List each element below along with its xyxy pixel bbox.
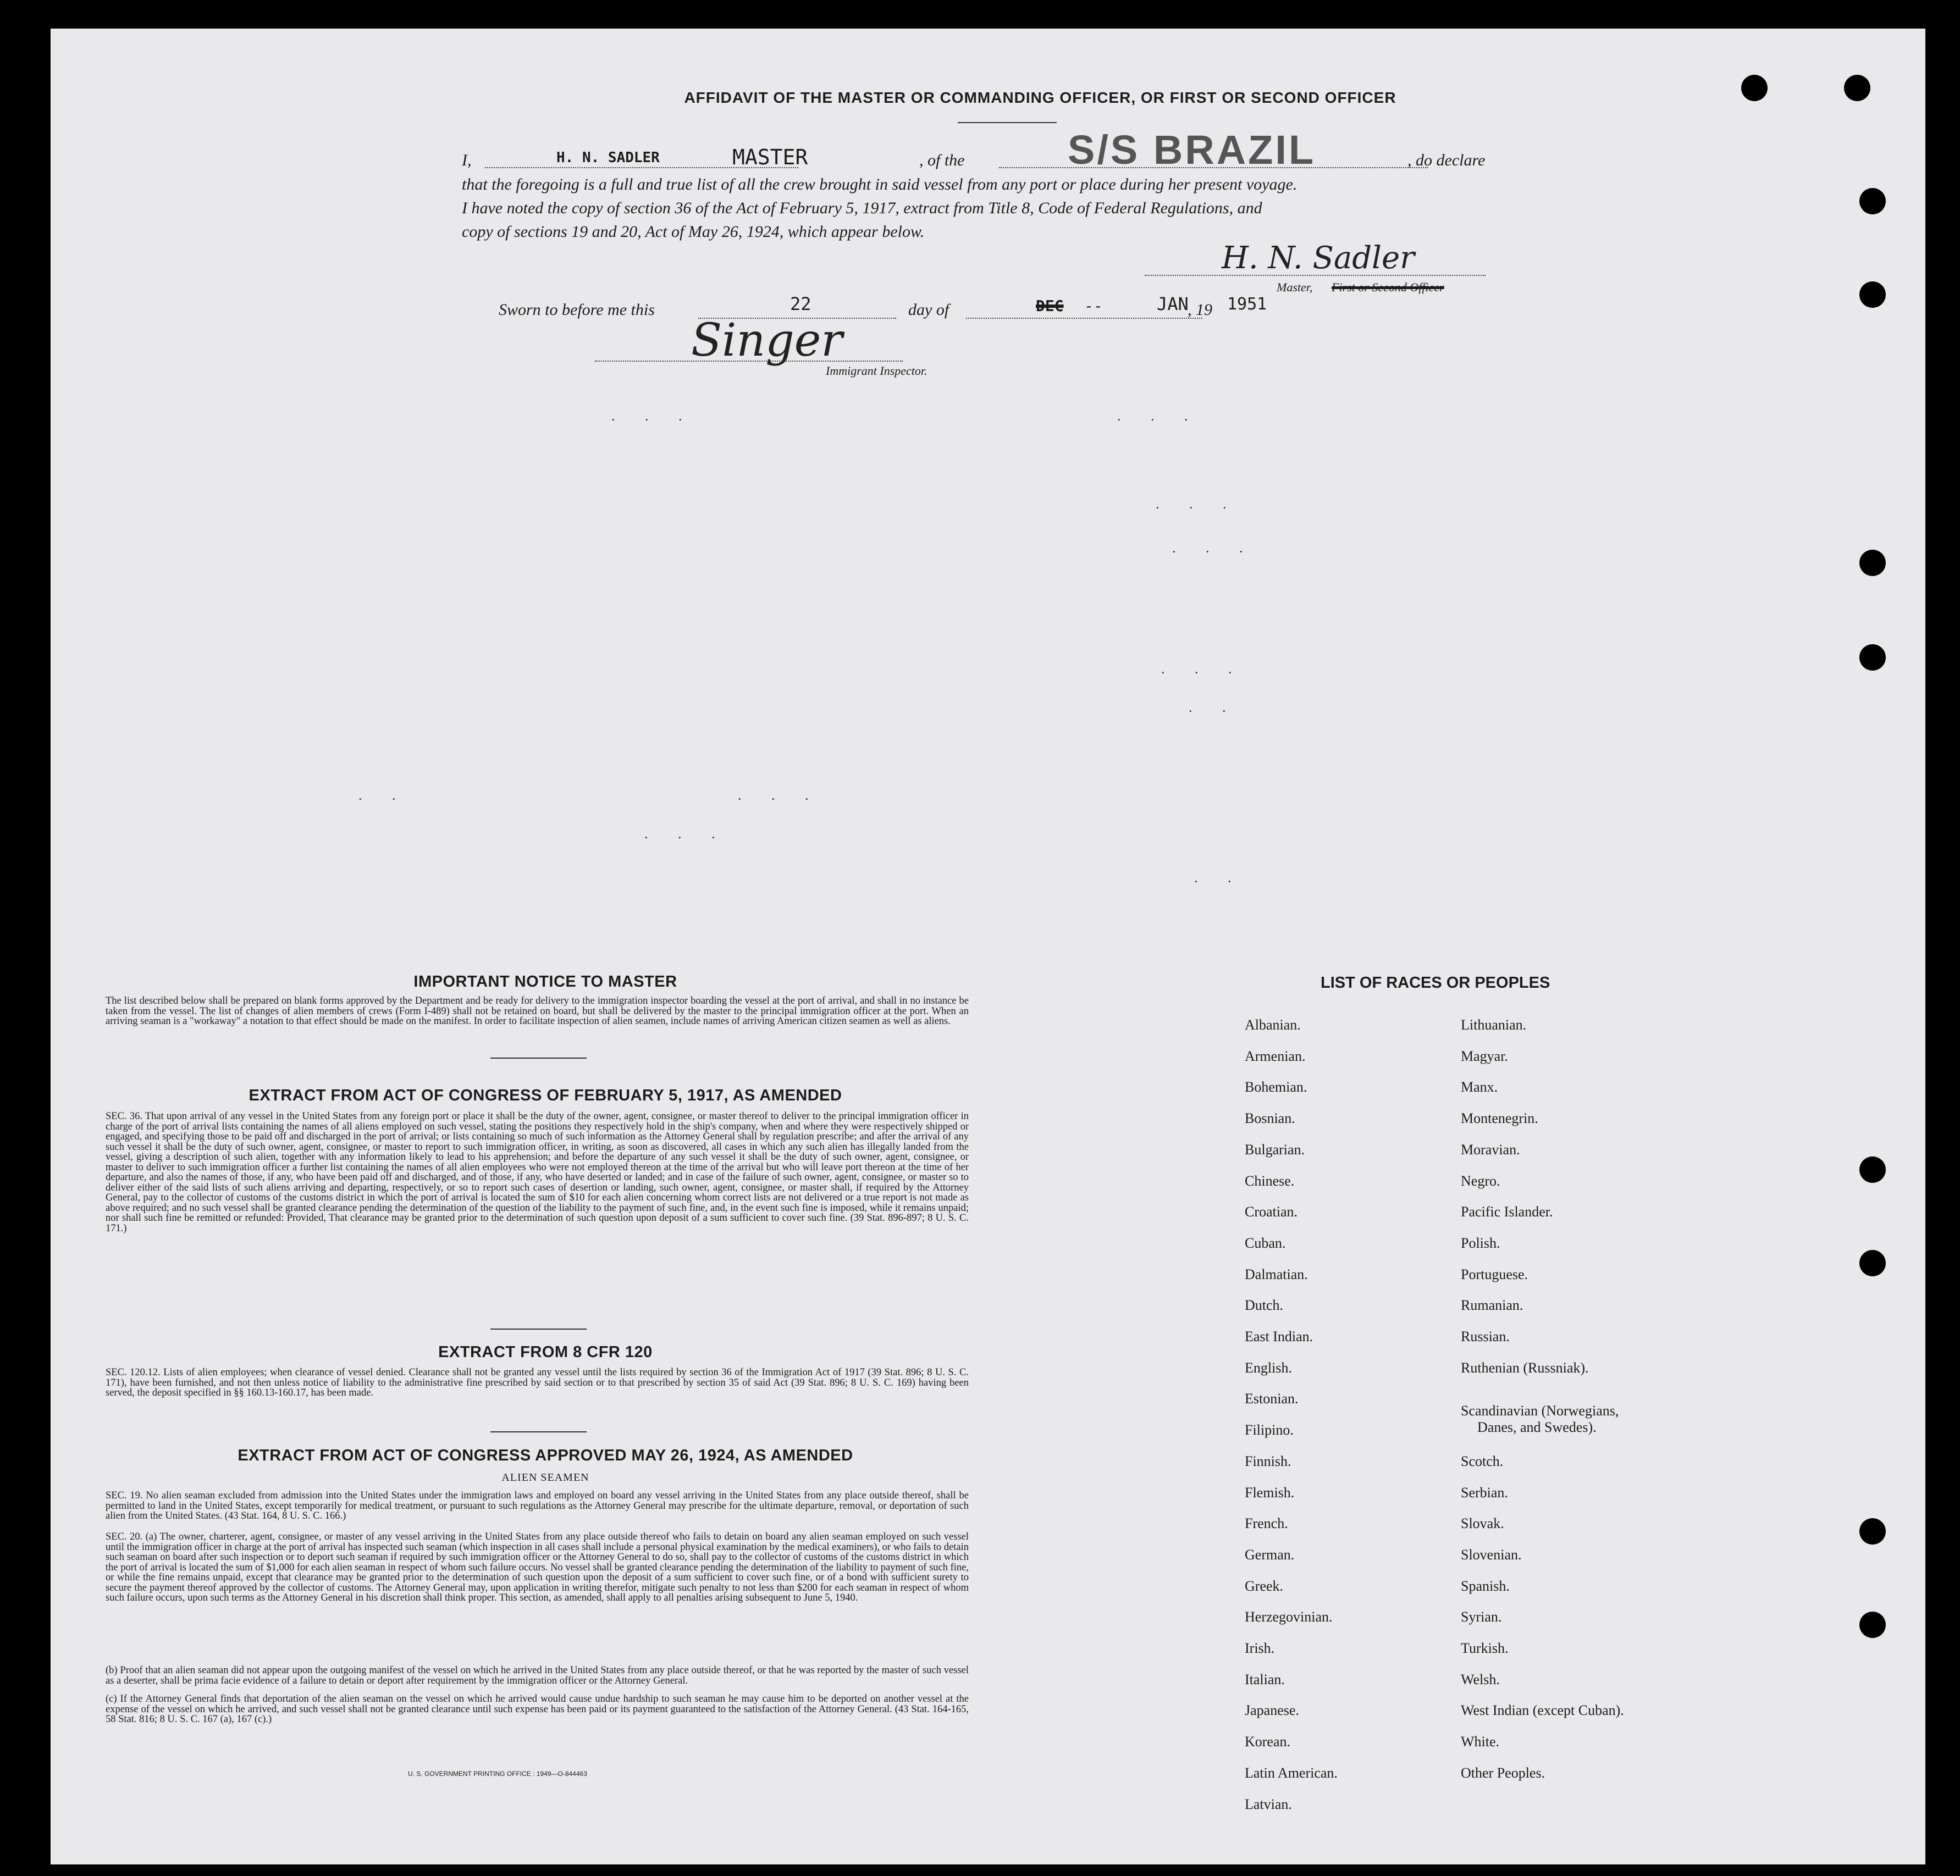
- race-item: Slovak.: [1461, 1515, 1504, 1532]
- faint-marks: . .: [1194, 870, 1245, 886]
- race-item: Dalmatian.: [1245, 1266, 1308, 1282]
- race-item: Herzegovinian.: [1245, 1609, 1333, 1625]
- alien-seamen-subtitle: ALIEN SEAMEN: [501, 1471, 589, 1484]
- vessel-name: S/S BRAZIL: [1068, 127, 1316, 173]
- race-item: Pacific Islander.: [1461, 1204, 1553, 1220]
- race-item: Slovenian.: [1461, 1546, 1522, 1563]
- race-item: East Indian.: [1245, 1329, 1313, 1344]
- punch-hole: [1859, 1250, 1886, 1276]
- race-item: Flemish.: [1245, 1484, 1295, 1501]
- race-item: Other Peoples.: [1461, 1764, 1545, 1781]
- race-item: Irish.: [1245, 1640, 1275, 1656]
- race-item: Scandinavian (Norwegians,: [1461, 1403, 1619, 1419]
- notice-title: IMPORTANT NOTICE TO MASTER: [413, 973, 677, 990]
- punch-hole: [1859, 281, 1886, 308]
- inspector-label: Immigrant Inspector.: [826, 364, 927, 378]
- sworn-month: JAN: [1157, 294, 1189, 314]
- race-item: Latin American.: [1245, 1764, 1338, 1781]
- race-item: Greek.: [1245, 1578, 1284, 1594]
- faint-marks: . . .: [1161, 661, 1245, 677]
- race-item: White.: [1461, 1734, 1500, 1750]
- faint-marks: . .: [358, 787, 409, 803]
- race-item: Spanish.: [1461, 1578, 1510, 1594]
- declaration-line-3: copy of sections 19 and 20, Act of May 26, 1924, which appear below.: [462, 223, 925, 241]
- month-struck: DEC: [1036, 297, 1064, 315]
- master-rank: MASTER: [732, 145, 808, 169]
- race-item: Polish.: [1461, 1235, 1500, 1251]
- race-item: Estonian.: [1245, 1391, 1299, 1407]
- race-item: Portuguese.: [1461, 1266, 1528, 1282]
- races-title: LIST OF RACES OR PEOPLES: [1321, 974, 1550, 992]
- inspector-signature: Singer: [691, 314, 843, 367]
- notice-text: The list described below shall be prepared on blank forms approved by the Department and be ready for delivery to the immigration inspector boarding the vessel at the port of arrival, and shall in no instance be taken from the vessel. The list of changes of alien members of crews (Form I-489) shall not be retained on board, but shall be delivered by the master to the principal immigration officer at the port. When an arriving seaman is a "workaway" a notation to that effect should be made on the manifest. In order to facilitate inspection of alien seamen, include names of arriving American citizen seamen as well as aliens.: [106, 995, 969, 1027]
- master-label: Master,: [1277, 280, 1313, 294]
- faint-marks: . . .: [611, 408, 695, 424]
- printer-imprint: U. S. GOVERNMENT PRINTING OFFICE : 1949—O-844463: [408, 1770, 587, 1778]
- race-item: Armenian.: [1245, 1048, 1306, 1064]
- extract-cfr-title: EXTRACT FROM 8 CFR 120: [438, 1343, 653, 1361]
- faint-marks: . . .: [1117, 408, 1201, 424]
- sworn-year: 1951: [1227, 295, 1267, 314]
- race-item: Moravian.: [1461, 1141, 1520, 1158]
- race-item: West Indian (except Cuban).: [1461, 1702, 1624, 1719]
- inspector-line: [595, 361, 903, 362]
- affidavit-title: AFFIDAVIT OF THE MASTER OR COMMANDING OFFICER, OR FIRST OR SECOND OFFICER: [684, 89, 1396, 106]
- faint-marks: . . .: [738, 787, 822, 803]
- race-item: Scotch.: [1461, 1453, 1504, 1469]
- master-signature: H. N. Sadler: [1222, 240, 1415, 276]
- race-item: Turkish.: [1461, 1640, 1509, 1656]
- punch-hole: [1859, 1518, 1886, 1545]
- race-item: Syrian.: [1461, 1609, 1502, 1625]
- document-sheet: [51, 29, 1925, 1864]
- race-item: Welsh.: [1461, 1671, 1500, 1687]
- race-item: Rumanian.: [1461, 1297, 1523, 1314]
- race-item: Manx.: [1461, 1079, 1498, 1095]
- race-item: Negro.: [1461, 1172, 1500, 1189]
- of-the-label: , of the: [919, 151, 965, 169]
- race-item: Lithuanian.: [1461, 1017, 1527, 1033]
- extract-1924-sec20a: SEC. 20. (a) The owner, charterer, agent, consignee, or master of any vessel arriving in the United States from any place outside thereof who fails to detain on board any alien seaman employed on such vessel until the immigration officer in charge at the port of arrival has inspected such seaman (which inspection in all cases shall include a personal physical examination by the medical examiners), or who fails to detain such seaman on board after such inspection or to deport such seaman if required by such immigration officer or the Attorney General to do so, shall pay to the collector of customs of the customs district in which the port of arrival is located the sum of $1,000 for each alien seaman in respect of whom such failure occurs. No vessel shall be granted clearance pending the determination of the liability to payment of such fine, or while the fine remains unpaid, except that clearance may be granted prior to the determination of such question upon the deposit of a sum sufficient to cover such fine, or of a bond with sufficient surety to secure the payment thereof approved by the collector of customs. The Attorney General may, upon application in writing therefor, mitigate such penalty to not less than $200 for each seaman in respect of whom such failure occurs, upon such terms as the Attorney General in his discretion shall think proper. This section, as amended, shall apply to all penalties arising subsequent to June 5, 1940.: [106, 1531, 969, 1603]
- race-item: French.: [1245, 1515, 1288, 1532]
- divider: [490, 1329, 587, 1330]
- race-item: Italian.: [1245, 1671, 1285, 1687]
- divider: [958, 122, 1057, 123]
- declaration-line-1: that the foregoing is a full and true list of all the crew brought in said vessel from any port or place during her present voyage.: [462, 175, 1298, 193]
- race-item: Russian.: [1461, 1329, 1510, 1344]
- declaration-line-2: I have noted the copy of section 36 of the Act of February 5, 1917, extract from Title 8, Code of Federal Regulations, and: [462, 199, 1262, 217]
- race-item: Korean.: [1245, 1734, 1291, 1750]
- faint-marks: . . .: [1172, 540, 1256, 556]
- race-item: Bulgarian.: [1245, 1141, 1305, 1158]
- punch-hole: [1859, 550, 1886, 576]
- i-label: I,: [462, 151, 472, 169]
- faint-marks: . .: [1189, 699, 1239, 715]
- race-item: Latvian.: [1245, 1796, 1292, 1812]
- extract-1917-title: EXTRACT FROM ACT OF CONGRESS OF FEBRUARY 5, 1917, AS AMENDED: [249, 1087, 842, 1104]
- officer-struck: First or Second Officer: [1332, 280, 1444, 294]
- race-item: English.: [1245, 1359, 1292, 1376]
- sworn-label: Sworn to before me this: [499, 301, 655, 319]
- race-item: Chinese.: [1245, 1172, 1295, 1189]
- race-item: Filipino.: [1245, 1422, 1294, 1438]
- race-item: Ruthenian (Russniak).: [1461, 1359, 1589, 1376]
- year-prefix: , 19: [1188, 301, 1212, 319]
- extract-1924-sec20c: (c) If the Attorney General finds that deportation of the alien seaman on the vessel on which he arrived would cause undue hardship to such seaman he may cause him to be deported on another vessel at the expense of the vessel on which he arrived, and such vessel shall not be granted clearance until such expense has been paid or its payment guaranteed to the satisfaction of the Attorney General. (43 Stat. 164-165, 58 Stat. 816; 8 U. S. C. 167 (a), 167 (c).): [106, 1694, 969, 1725]
- punch-hole: [1859, 1612, 1886, 1638]
- race-item: Cuban.: [1245, 1235, 1286, 1251]
- do-declare-label: , do declare: [1407, 151, 1486, 169]
- month-dash: --: [1084, 297, 1103, 315]
- faint-marks: . . .: [644, 826, 728, 842]
- punch-hole: [1844, 75, 1870, 101]
- punch-hole: [1859, 1156, 1886, 1183]
- race-item: Dutch.: [1245, 1297, 1284, 1314]
- faint-marks: . . .: [1156, 496, 1240, 512]
- extract-cfr-text: SEC. 120.12. Lists of alien employees; when clearance of vessel denied. Clearance shall not be granted any vessel until the lists required by section 36 of the Immigration Act of 1917 (39 Stat. 896; 8 U. S. C. 171), have been furnished, and not then unless notice of liability to the administrative fine prescribed by said section or to that prescribed by section 35 of said Act (39 Stat. 896; 8 U. S. C. 169) having been served, the deposit specified in §§ 160.13-160.17, has been made.: [106, 1367, 969, 1398]
- signature-line: [1145, 275, 1486, 276]
- month-line: [966, 318, 1202, 319]
- extract-1924-sec19: SEC. 19. No alien seaman excluded from admission into the United States under the immigration laws and employed on board any vessel arriving in the United States from any place outside thereof, shall be permitted to land in the United States, except temporarily for medical treatment, or pursuant to such regulations as the Attorney General may prescribe for the ultimate departure, removal, or deportation of such alien from the United States. (43 Stat. 164, 8 U. S. C. 166.): [106, 1490, 969, 1521]
- race-item: Magyar.: [1461, 1048, 1508, 1064]
- extract-1924-sec20b: (b) Proof that an alien seaman did not appear upon the outgoing manifest of the vessel on which he arrived in the United States from any place outside thereof, or that he was reported by the master of such vessel as a deserter, shall be prima facie evidence of a failure to detain or deport after requirement by the immigration officer or the Attorney General.: [106, 1665, 969, 1686]
- punch-hole: [1859, 644, 1886, 671]
- master-name: H. N. SADLER: [556, 150, 660, 166]
- punch-hole: [1859, 188, 1886, 214]
- race-item: Japanese.: [1245, 1702, 1299, 1719]
- extract-1924-title: EXTRACT FROM ACT OF CONGRESS APPROVED MAY 26, 1924, AS AMENDED: [238, 1447, 853, 1464]
- race-item: Danes, and Swedes).: [1477, 1419, 1597, 1436]
- race-item: Serbian.: [1461, 1484, 1508, 1501]
- divider: [490, 1058, 587, 1059]
- punch-hole: [1741, 75, 1768, 101]
- race-item: Bosnian.: [1245, 1110, 1295, 1127]
- race-item: Albanian.: [1245, 1017, 1301, 1033]
- divider: [490, 1431, 587, 1432]
- race-item: German.: [1245, 1546, 1295, 1563]
- race-item: Croatian.: [1245, 1204, 1298, 1220]
- day-of-label: day of: [908, 301, 949, 319]
- race-item: Finnish.: [1245, 1453, 1291, 1469]
- sworn-day: 22: [790, 294, 811, 314]
- race-item: Montenegrin.: [1461, 1110, 1538, 1127]
- race-item: Bohemian.: [1245, 1079, 1307, 1095]
- extract-1917-text: SEC. 36. That upon arrival of any vessel in the United States from any foreign port or place it shall be the duty of the owner, agent, consignee, or master thereof to deliver to the principal immigration officer in charge of the port of arrival lists containing the names of all aliens employed on such vessel, stating the positions they respectively hold in the ship's company, when and where they were respectively shipped or engaged, and specifying those to be paid off and discharged in the port of arrival; or lists containing so much of such information as the Attorney General shall by regulation prescribe; and after the arrival of any such vessel it shall be the duty of such owner, agent, consignee, or master to report to such immigration officer, in writing, as soon as discovered, all cases in which any such alien has illegally landed from the vessel, giving a description of such alien, together with any information likely to lead to his apprehension; and before the departure of any such vessel it shall be the duty of such owner, agent, consignee, or master to deliver to such immigration officer a further list containing the names of all alien employees who were not employed thereon at the time of the arrival but who will leave port thereon at the time of her departure, and also the names of those, if any, who have been paid off and discharged, and of those, if any, who have deserted or landed; and in case of the failure of such owner, agent, consignee, or master so to deliver either of the said lists of such aliens arriving and departing, respectively, or so to report such cases of desertion or landing, such owner, agent, consignee, or master shall, if required by the Attorney General, pay to the collector of customs of the customs district in which the port of arrival is located the sum of $10 for each alien concerning whom correct lists are not delivered or a true report is not made as above required; and no such vessel shall be granted clearance pending the determination of the question of the liability to the payment of such fine, and, in the event such fine is imposed, while it remains unpaid; nor shall such fine be remitted or refunded: Provided, That clearance may be granted prior to the determination of such question upon deposit of a sum sufficient to cover such fine. (39 Stat. 896-897; 8 U. S. C. 171.): [106, 1111, 969, 1234]
